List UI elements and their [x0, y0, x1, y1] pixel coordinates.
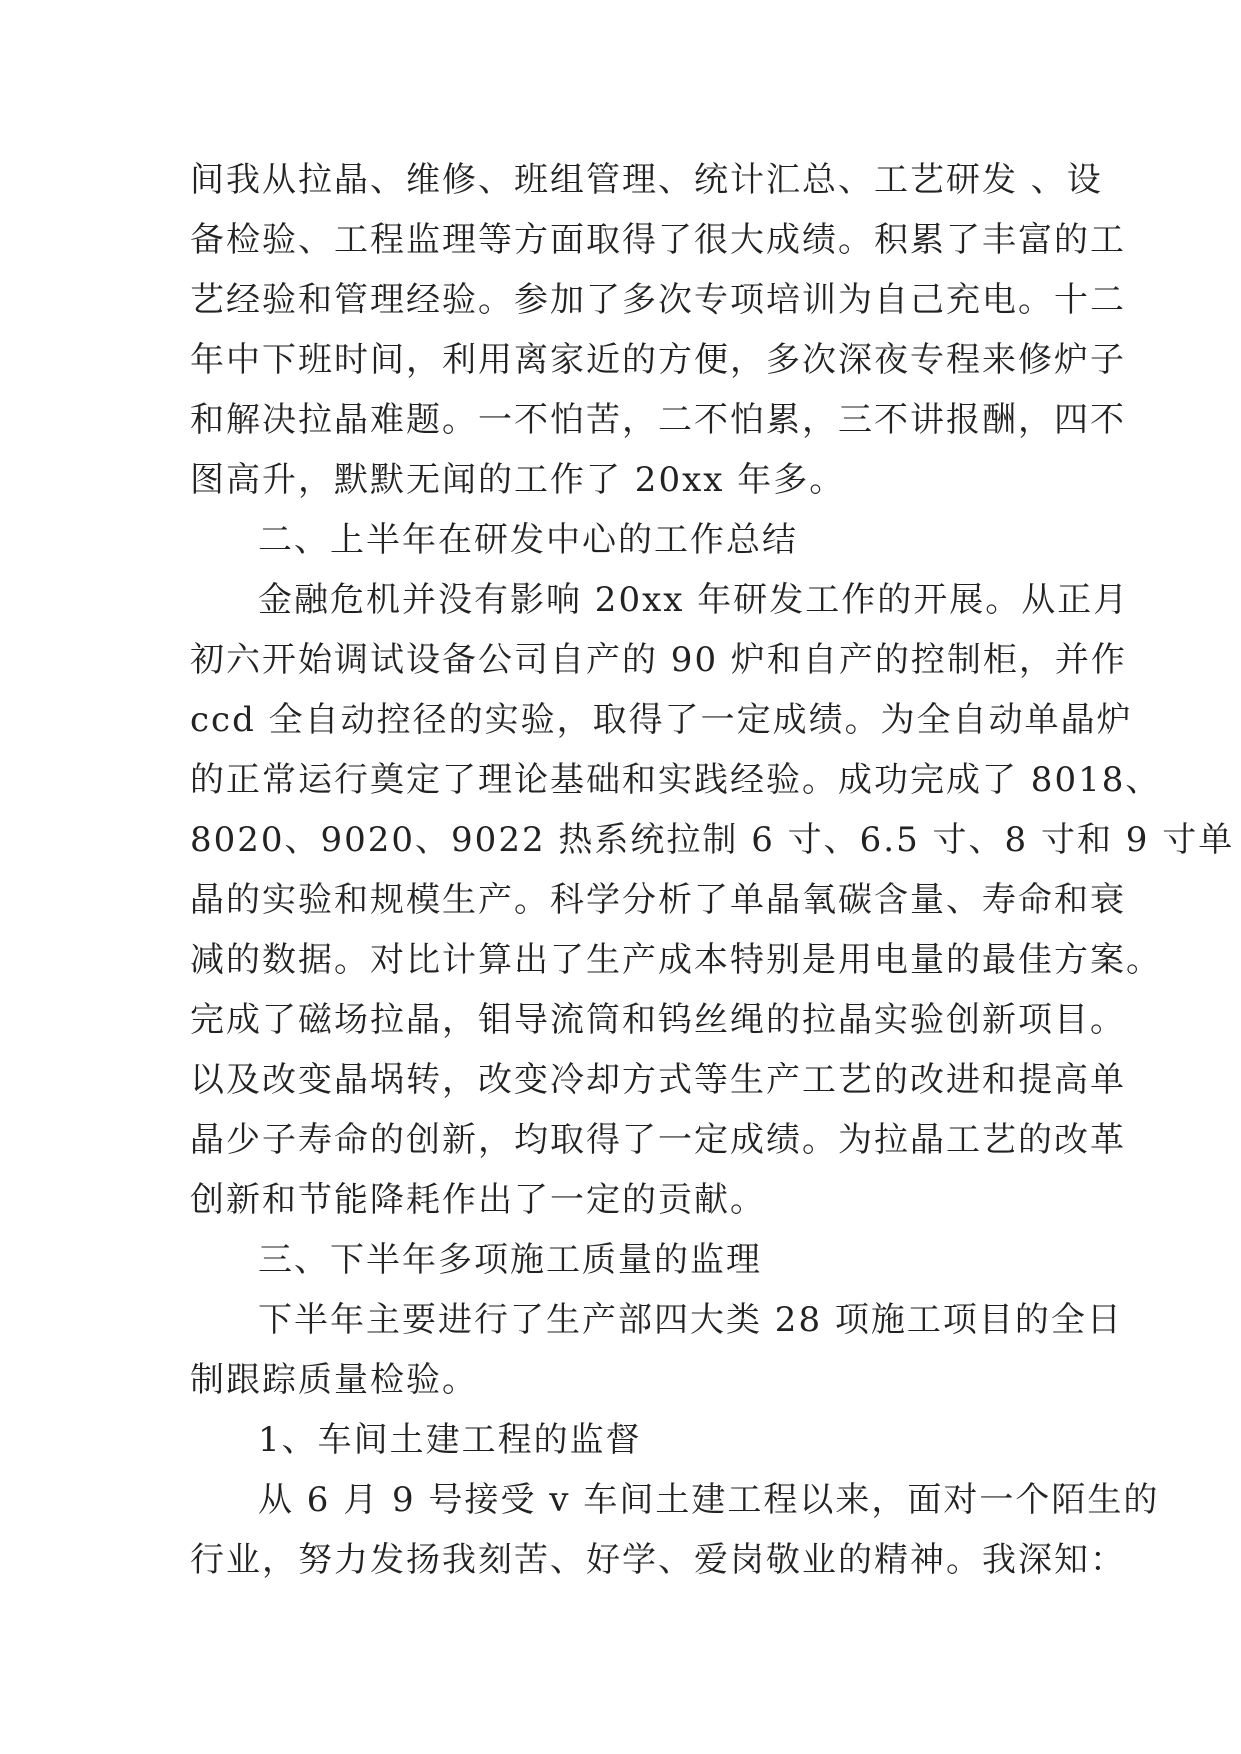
section-heading-3: 三、下半年多项施工质量的监理	[258, 1240, 762, 1280]
body-text-line: 和解决拉晶难题。一不怕苦，二不怕累，三不讲报酬，四不	[190, 400, 1126, 440]
body-text-line: ccd 全自动控径的实验，取得了一定成绩。为全自动单晶炉	[190, 700, 1133, 740]
body-text-line: 年中下班时间，利用离家近的方便，多次深夜专程来修炉子	[190, 340, 1126, 380]
body-text-line: 备检验、工程监理等方面取得了很大成绩。积累了丰富的工	[190, 220, 1126, 260]
body-text-line: 完成了磁场拉晶，钼导流筒和钨丝绳的拉晶实验创新项目。	[190, 1000, 1126, 1040]
body-text-line: 创新和节能降耗作出了一定的贡献。	[190, 1180, 766, 1220]
body-text-line: 图高升，默默无闻的工作了 20xx 年多。	[190, 460, 846, 500]
body-text-line: 制跟踪质量检验。	[190, 1360, 478, 1400]
document-body	[190, 150, 1235, 1590]
body-text-line: 下半年主要进行了生产部四大类 28 项施工项目的全日	[258, 1300, 1123, 1340]
body-text-line: 8020、9020、9022 热系统拉制 6 寸、6.5 寸、8 寸和 9 寸单	[190, 820, 1235, 860]
body-text-line: 行业，努力发扬我刻苦、好学、爱岗敬业的精神。我深知：	[190, 1540, 1126, 1580]
body-text-line: 金融危机并没有影响 20xx 年研发工作的开展。从正月	[258, 580, 1130, 620]
body-text-line: 以及改变晶埚转，改变冷却方式等生产工艺的改进和提高单	[190, 1060, 1126, 1100]
body-text-line: 从 6 月 9 号接受 v 车间土建工程以来，面对一个陌生的	[258, 1480, 1160, 1520]
body-text-line: 间我从拉晶、维修、班组管理、统计汇总、工艺研发 、设	[190, 160, 1103, 200]
body-text-line: 初六开始调试设备公司自产的 90 炉和自产的控制柜，并作	[190, 640, 1127, 680]
body-text-line: 晶的实验和规模生产。科学分析了单晶氧碳含量、寿命和衰	[190, 880, 1126, 920]
subsection-heading-1: 1、车间土建工程的监督	[258, 1420, 642, 1460]
body-text-line: 艺经验和管理经验。参加了多次专项培训为自己充电。十二	[190, 280, 1126, 320]
body-text-line: 晶少子寿命的创新，均取得了一定成绩。为拉晶工艺的改革	[190, 1120, 1126, 1160]
section-heading-2: 二、上半年在研发中心的工作总结	[258, 520, 798, 560]
body-text-line: 的正常运行奠定了理论基础和实践经验。成功完成了 8018、	[190, 760, 1162, 800]
body-text-line: 减的数据。对比计算出了生产成本特别是用电量的最佳方案。	[190, 940, 1162, 980]
